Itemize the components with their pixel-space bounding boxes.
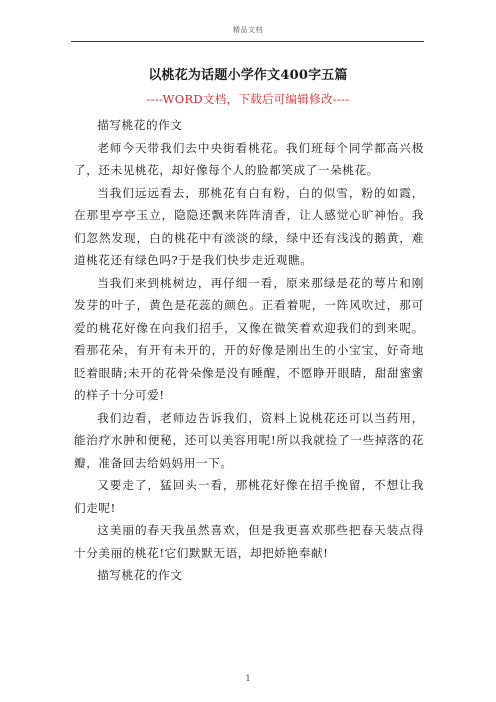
- header-label: 精品文档: [233, 26, 263, 34]
- paragraph: 当我们远远看去，那桃花有白有粉，白的似雪，粉的如霞，在那里亭亭玉立，隐隐还飘来阵阵清香，让人感觉心旷神怡。我们忽然发现，白的桃花中有淡淡的绿，绿中还有浅浅的鹅黄，难道桃花还有绿色吗?于是我们快步走近观瞧。: [74, 185, 424, 267]
- paragraph: 我们边看，老师边告诉我们，资料上说桃花还可以当药用，能治疗水肿和便秘，还可以美容用呢!所以我就捡了一些掉落的花瓣，准备回去给妈妈用一下。: [74, 410, 424, 470]
- header-divider: [71, 41, 424, 42]
- document-title: 以桃花为话题小学作文400字五篇: [148, 68, 348, 83]
- paragraph: 当我们来到桃树边，再仔细一看，原来那绿是花的萼片和刚发芽的叶子，黄色是花蕊的颜色。正看着呢，一阵风吹过，那可爱的桃花好像在向我们招手，又像在微笑着欢迎我们的到来呢。看那花朵，有开有未开的，开的好像是刚出生的小宝宝，好奇地眨着眼睛;未开的花骨朵像是没有睡醒，不愿睁开眼睛，甜甜蜜蜜的样子十分可爱!: [74, 275, 424, 402]
- page-number: 1: [245, 674, 251, 683]
- edit-notice: ----WORD文档，下载后可编辑修改----: [146, 92, 350, 106]
- paragraph: 又要走了，猛回头一看，那桃花好像在招手挽留，不想让我们走呢!: [74, 478, 424, 515]
- paragraph: 老师今天带我们去中央街看桃花。我们班每个同学都高兴极了，还未见桃花，却好像每个人的脸都笑成了一朵桃花。: [74, 140, 424, 177]
- document-body: [74, 114, 424, 587]
- paragraph: 描写桃花的作文: [97, 568, 183, 582]
- paragraph: 这美丽的春天我虽然喜欢，但是我更喜欢那些把春天装点得十分美丽的桃花!它们默默无语，却把娇艳奉献!: [74, 523, 424, 560]
- paragraph: 描写桃花的作文: [97, 118, 183, 132]
